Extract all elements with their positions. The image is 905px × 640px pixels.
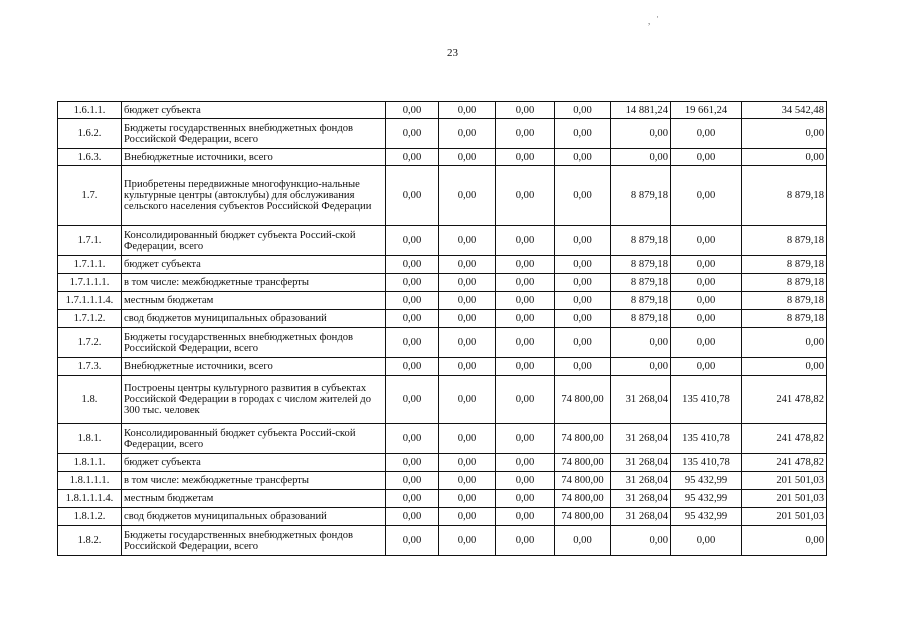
row-value-1: 0,00 — [386, 256, 439, 274]
row-value-1: 0,00 — [386, 149, 439, 166]
row-value-6: 0,00 — [671, 149, 742, 166]
row-code: 1.7.1.1. — [58, 256, 122, 274]
row-value-3: 0,00 — [496, 149, 555, 166]
row-description: Приобретены передвижные многофункцио-нальные культурные центры (автоклубы) для обслуживания сельского населения субъектов Российской Федерации — [122, 166, 386, 226]
row-value-6: 135 410,78 — [671, 424, 742, 454]
row-value-5: 8 879,18 — [611, 256, 671, 274]
table-row — [58, 119, 827, 149]
row-value-3: 0,00 — [496, 508, 555, 526]
row-value-7: 8 879,18 — [742, 256, 827, 274]
row-value-3: 0,00 — [496, 119, 555, 149]
row-value-1: 0,00 — [386, 226, 439, 256]
row-code: 1.6.2. — [58, 119, 122, 149]
row-value-6: 135 410,78 — [671, 376, 742, 424]
row-value-4: 0,00 — [555, 274, 611, 292]
row-value-7: 8 879,18 — [742, 166, 827, 226]
row-value-7: 8 879,18 — [742, 310, 827, 328]
row-value-5: 8 879,18 — [611, 310, 671, 328]
row-value-2: 0,00 — [439, 358, 496, 376]
row-description: Бюджеты государственных внебюджетных фондов Российской Федерации, всего — [122, 119, 386, 149]
row-value-1: 0,00 — [386, 376, 439, 424]
table-row — [58, 526, 827, 556]
row-value-3: 0,00 — [496, 526, 555, 556]
row-value-5: 0,00 — [611, 149, 671, 166]
row-value-3: 0,00 — [496, 328, 555, 358]
row-value-4: 0,00 — [555, 310, 611, 328]
row-value-2: 0,00 — [439, 102, 496, 119]
row-value-5: 8 879,18 — [611, 274, 671, 292]
row-value-2: 0,00 — [439, 292, 496, 310]
row-value-1: 0,00 — [386, 508, 439, 526]
row-value-6: 0,00 — [671, 358, 742, 376]
row-value-2: 0,00 — [439, 424, 496, 454]
row-value-2: 0,00 — [439, 119, 496, 149]
row-value-7: 201 501,03 — [742, 472, 827, 490]
row-description: Внебюджетные источники, всего — [122, 149, 386, 166]
row-value-4: 0,00 — [555, 358, 611, 376]
table-row — [58, 292, 827, 310]
row-description: местным бюджетам — [122, 292, 386, 310]
row-value-2: 0,00 — [439, 256, 496, 274]
row-description: свод бюджетов муниципальных образований — [122, 310, 386, 328]
row-value-6: 0,00 — [671, 526, 742, 556]
row-value-6: 95 432,99 — [671, 490, 742, 508]
row-code: 1.7.2. — [58, 328, 122, 358]
row-value-4: 74 800,00 — [555, 490, 611, 508]
row-description: в том числе: межбюджетные трансферты — [122, 472, 386, 490]
row-value-3: 0,00 — [496, 376, 555, 424]
row-value-1: 0,00 — [386, 119, 439, 149]
row-code: 1.8. — [58, 376, 122, 424]
row-value-1: 0,00 — [386, 166, 439, 226]
table-row — [58, 472, 827, 490]
row-description: Бюджеты государственных внебюджетных фондов Российской Федерации, всего — [122, 328, 386, 358]
row-value-3: 0,00 — [496, 166, 555, 226]
row-value-4: 74 800,00 — [555, 508, 611, 526]
row-code: 1.7.1. — [58, 226, 122, 256]
row-value-5: 8 879,18 — [611, 292, 671, 310]
table-row — [58, 424, 827, 454]
row-value-1: 0,00 — [386, 292, 439, 310]
row-value-6: 95 432,99 — [671, 472, 742, 490]
table-row — [58, 102, 827, 119]
row-value-5: 31 268,04 — [611, 472, 671, 490]
row-value-2: 0,00 — [439, 454, 496, 472]
row-description: Построены центры культурного развития в субъектах Российской Федерации в городах с числом жителей до 300 тыс. человек — [122, 376, 386, 424]
row-value-3: 0,00 — [496, 424, 555, 454]
row-value-2: 0,00 — [439, 472, 496, 490]
row-value-1: 0,00 — [386, 274, 439, 292]
row-value-2: 0,00 — [439, 166, 496, 226]
row-code: 1.7.1.1.1. — [58, 274, 122, 292]
row-value-7: 8 879,18 — [742, 226, 827, 256]
row-value-2: 0,00 — [439, 310, 496, 328]
row-value-2: 0,00 — [439, 508, 496, 526]
row-value-6: 0,00 — [671, 274, 742, 292]
row-value-5: 8 879,18 — [611, 226, 671, 256]
row-value-3: 0,00 — [496, 274, 555, 292]
table-row — [58, 490, 827, 508]
row-description: Консолидированный бюджет субъекта Россий-ской Федерации, всего — [122, 226, 386, 256]
row-value-1: 0,00 — [386, 472, 439, 490]
row-code: 1.8.2. — [58, 526, 122, 556]
row-value-5: 31 268,04 — [611, 508, 671, 526]
row-value-7: 201 501,03 — [742, 508, 827, 526]
table-row — [58, 149, 827, 166]
table-row — [58, 226, 827, 256]
row-value-7: 241 478,82 — [742, 376, 827, 424]
row-value-4: 74 800,00 — [555, 424, 611, 454]
row-value-6: 0,00 — [671, 256, 742, 274]
row-code: 1.7.1.1.1.4. — [58, 292, 122, 310]
budget-table — [57, 101, 827, 556]
row-code: 1.6.1.1. — [58, 102, 122, 119]
row-value-5: 31 268,04 — [611, 376, 671, 424]
row-description: местным бюджетам — [122, 490, 386, 508]
table-row — [58, 376, 827, 424]
row-value-4: 0,00 — [555, 526, 611, 556]
row-value-7: 8 879,18 — [742, 274, 827, 292]
row-value-4: 74 800,00 — [555, 472, 611, 490]
row-value-7: 0,00 — [742, 149, 827, 166]
row-value-7: 0,00 — [742, 328, 827, 358]
row-value-3: 0,00 — [496, 102, 555, 119]
table-row — [58, 358, 827, 376]
row-code: 1.7.1.2. — [58, 310, 122, 328]
row-value-2: 0,00 — [439, 490, 496, 508]
row-code: 1.8.1.1.1.4. — [58, 490, 122, 508]
table-row — [58, 454, 827, 472]
row-value-3: 0,00 — [496, 358, 555, 376]
row-value-3: 0,00 — [496, 490, 555, 508]
row-description: в том числе: межбюджетные трансферты — [122, 274, 386, 292]
row-value-4: 74 800,00 — [555, 376, 611, 424]
table-row — [58, 166, 827, 226]
row-value-4: 0,00 — [555, 256, 611, 274]
row-code: 1.8.1.2. — [58, 508, 122, 526]
row-description: бюджет субъекта — [122, 454, 386, 472]
row-code: 1.6.3. — [58, 149, 122, 166]
row-value-2: 0,00 — [439, 274, 496, 292]
row-value-5: 0,00 — [611, 328, 671, 358]
row-value-2: 0,00 — [439, 226, 496, 256]
row-value-1: 0,00 — [386, 328, 439, 358]
row-description: Внебюджетные источники, всего — [122, 358, 386, 376]
row-value-1: 0,00 — [386, 490, 439, 508]
row-value-4: 0,00 — [555, 226, 611, 256]
row-value-4: 0,00 — [555, 292, 611, 310]
row-value-6: 0,00 — [671, 119, 742, 149]
row-value-3: 0,00 — [496, 310, 555, 328]
table-row — [58, 310, 827, 328]
row-value-6: 19 661,24 — [671, 102, 742, 119]
row-value-1: 0,00 — [386, 454, 439, 472]
row-value-3: 0,00 — [496, 454, 555, 472]
row-code: 1.7.3. — [58, 358, 122, 376]
row-value-4: 74 800,00 — [555, 454, 611, 472]
row-value-1: 0,00 — [386, 526, 439, 556]
scan-speck: · — [656, 12, 659, 22]
row-description: Консолидированный бюджет субъекта Россий-ской Федерации, всего — [122, 424, 386, 454]
table-body — [58, 102, 827, 556]
table-row — [58, 328, 827, 358]
row-value-3: 0,00 — [496, 256, 555, 274]
row-value-5: 0,00 — [611, 358, 671, 376]
row-value-1: 0,00 — [386, 358, 439, 376]
row-value-3: 0,00 — [496, 226, 555, 256]
row-value-5: 8 879,18 — [611, 166, 671, 226]
row-code: 1.8.1.1.1. — [58, 472, 122, 490]
row-value-4: 0,00 — [555, 166, 611, 226]
row-value-7: 241 478,82 — [742, 454, 827, 472]
row-value-2: 0,00 — [439, 376, 496, 424]
row-description: бюджет субъекта — [122, 256, 386, 274]
row-value-4: 0,00 — [555, 328, 611, 358]
row-value-3: 0,00 — [496, 472, 555, 490]
row-code: 1.7. — [58, 166, 122, 226]
row-value-4: 0,00 — [555, 119, 611, 149]
row-description: бюджет субъекта — [122, 102, 386, 119]
row-value-2: 0,00 — [439, 328, 496, 358]
row-value-6: 95 432,99 — [671, 508, 742, 526]
row-value-6: 0,00 — [671, 292, 742, 310]
row-value-5: 0,00 — [611, 119, 671, 149]
row-value-7: 201 501,03 — [742, 490, 827, 508]
table-row — [58, 274, 827, 292]
page-number: 23 — [447, 47, 458, 59]
row-code: 1.8.1. — [58, 424, 122, 454]
row-value-6: 0,00 — [671, 166, 742, 226]
row-value-7: 0,00 — [742, 526, 827, 556]
row-value-6: 0,00 — [671, 328, 742, 358]
row-value-6: 135 410,78 — [671, 454, 742, 472]
row-value-1: 0,00 — [386, 310, 439, 328]
row-value-7: 34 542,48 — [742, 102, 827, 119]
row-value-1: 0,00 — [386, 424, 439, 454]
row-description: свод бюджетов муниципальных образований — [122, 508, 386, 526]
row-value-4: 0,00 — [555, 149, 611, 166]
row-value-2: 0,00 — [439, 149, 496, 166]
row-value-3: 0,00 — [496, 292, 555, 310]
row-value-1: 0,00 — [386, 102, 439, 119]
row-value-5: 31 268,04 — [611, 490, 671, 508]
row-value-6: 0,00 — [671, 226, 742, 256]
row-value-5: 14 881,24 — [611, 102, 671, 119]
row-value-7: 8 879,18 — [742, 292, 827, 310]
row-description: Бюджеты государственных внебюджетных фондов Российской Федерации, всего — [122, 526, 386, 556]
row-value-5: 31 268,04 — [611, 424, 671, 454]
row-value-5: 0,00 — [611, 526, 671, 556]
table-row — [58, 508, 827, 526]
row-value-7: 0,00 — [742, 119, 827, 149]
row-code: 1.8.1.1. — [58, 454, 122, 472]
row-value-5: 31 268,04 — [611, 454, 671, 472]
row-value-7: 241 478,82 — [742, 424, 827, 454]
row-value-4: 0,00 — [555, 102, 611, 119]
row-value-6: 0,00 — [671, 310, 742, 328]
row-value-7: 0,00 — [742, 358, 827, 376]
row-value-2: 0,00 — [439, 526, 496, 556]
table-row — [58, 256, 827, 274]
scan-speck: , — [648, 16, 651, 26]
